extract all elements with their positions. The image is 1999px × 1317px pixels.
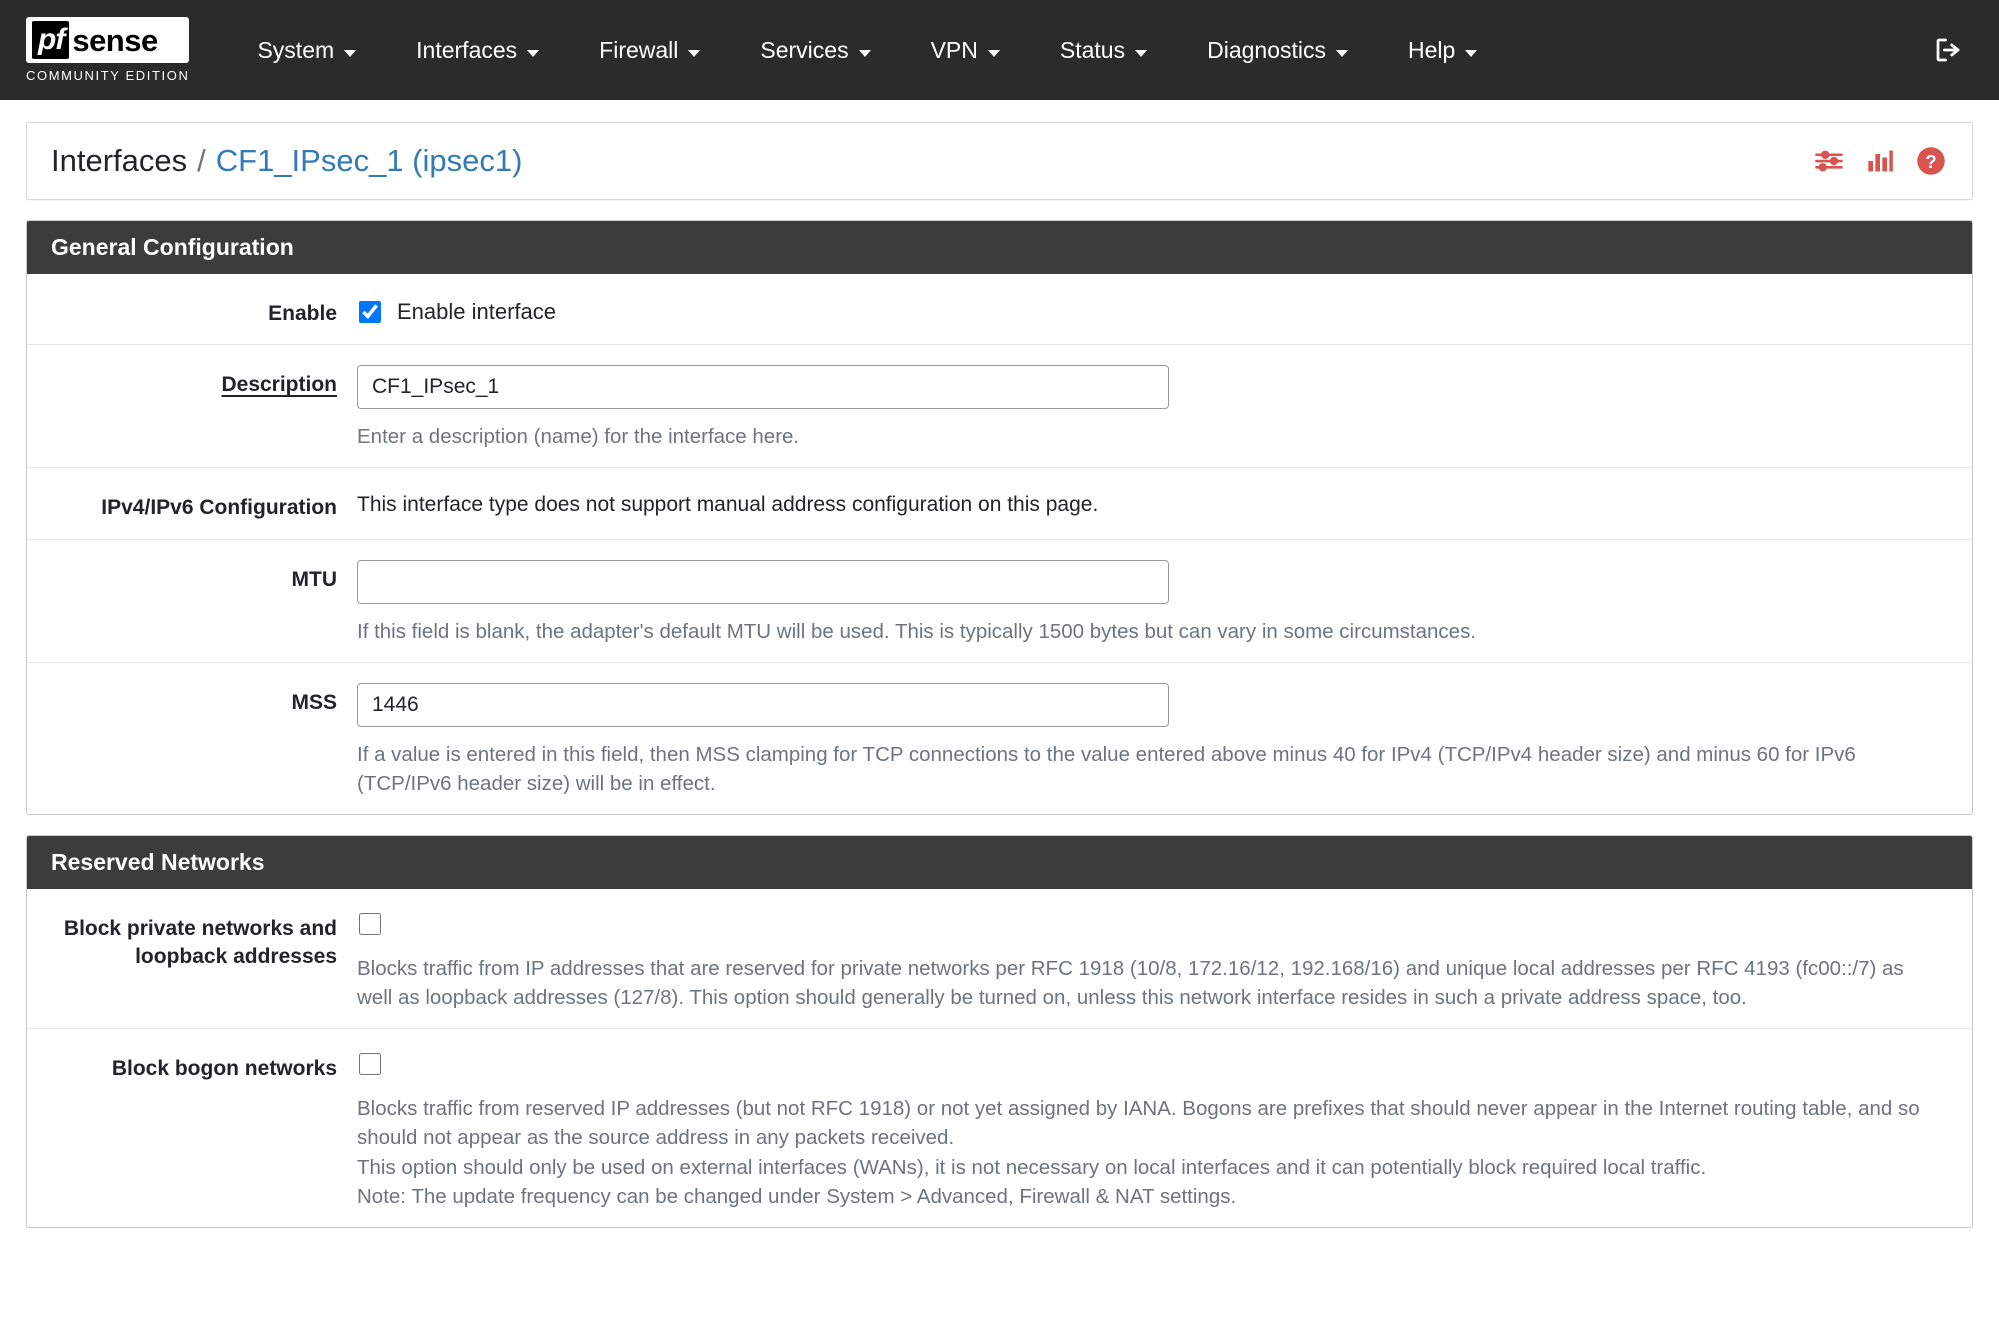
nav-menu bbox=[227, 0, 1933, 100]
nav-item-vpn[interactable] bbox=[901, 0, 1030, 100]
form-row-mss bbox=[27, 663, 1972, 814]
field-mss bbox=[357, 681, 1972, 798]
chevron-down-icon bbox=[527, 50, 539, 57]
label-mss: MSS bbox=[291, 690, 337, 714]
header-icon-group bbox=[1814, 146, 1946, 176]
mss-input[interactable] bbox=[357, 683, 1169, 727]
nav-item-label: Interfaces bbox=[416, 36, 518, 63]
breadcrumb-current[interactable]: CF1_IPsec_1 (ipsec1) bbox=[215, 143, 523, 178]
mtu-input[interactable] bbox=[357, 560, 1169, 604]
nav-item-system[interactable] bbox=[227, 0, 386, 100]
enable-interface-checkline bbox=[357, 292, 1942, 328]
nav-item-label: Status bbox=[1059, 36, 1126, 63]
logout-icon[interactable] bbox=[1933, 35, 1977, 65]
block-bogon-networks-checkbox[interactable] bbox=[359, 1053, 381, 1075]
form-row-block-bogon bbox=[27, 1029, 1972, 1226]
brand-subtitle: COMMUNITY EDITION bbox=[26, 68, 190, 83]
chevron-down-icon bbox=[1336, 50, 1348, 57]
description-help: Enter a description (name) for the interface here. bbox=[357, 425, 800, 449]
nav-item-label: Help bbox=[1408, 36, 1456, 63]
description-input[interactable] bbox=[357, 365, 1169, 409]
chevron-down-icon bbox=[344, 50, 356, 57]
label-enable: Enable bbox=[268, 302, 337, 325]
reserved-networks-panel bbox=[26, 835, 1973, 1228]
brand-pf-text: pf bbox=[32, 21, 69, 59]
block-private-networks-help: Blocks traffic from IP addresses that are reserved for private networks per RFC 1918 (10/8, 172.16/12, 192.168/16) and unique local addresses per RFC 4193 (fc00::/7) as well as loopback addresses (127/8). This option should generally be turned on, unless this network interface resides in such a private address space, too. bbox=[357, 957, 1904, 1010]
chevron-down-icon bbox=[1135, 50, 1147, 57]
field-mtu bbox=[357, 558, 1972, 646]
breadcrumb-section: Interfaces bbox=[51, 143, 188, 178]
nav-item-help[interactable] bbox=[1378, 0, 1507, 100]
mtu-help: If this field is blank, the adapter's default MTU will be used. This is typically 1500 bytes but can vary in some circumstances. bbox=[357, 619, 1477, 643]
label-block-private-networks: Block private networks and loopback addresses bbox=[63, 917, 337, 969]
form-row-block-private bbox=[27, 889, 1972, 1029]
field-enable bbox=[357, 292, 1972, 328]
nav-item-status[interactable] bbox=[1030, 0, 1177, 100]
label-ip-configuration: IPv4/IPv6 Configuration bbox=[101, 496, 337, 520]
enable-interface-checkbox[interactable] bbox=[359, 301, 381, 323]
breadcrumb-separator: / bbox=[197, 143, 206, 178]
nav-item-label: System bbox=[257, 36, 335, 63]
nav-item-diagnostics[interactable] bbox=[1177, 0, 1378, 100]
form-row-enable bbox=[27, 274, 1972, 345]
panel-heading-general: General Configuration bbox=[27, 221, 1972, 274]
breadcrumb bbox=[51, 143, 1814, 179]
top-navbar bbox=[0, 0, 1999, 100]
label-mtu: MTU bbox=[291, 567, 337, 591]
help-circle-icon[interactable] bbox=[1916, 146, 1946, 176]
field-block-private-networks bbox=[357, 907, 1972, 1012]
label-description: Description bbox=[221, 373, 337, 397]
block-bogon-help-line-2: This option should only be used on external interfaces (WANs), it is not necessary on local interfaces and it can potentially block required local traffic. bbox=[357, 1155, 1707, 1179]
chevron-down-icon bbox=[859, 50, 871, 57]
block-bogon-help-line-1: Blocks traffic from reserved IP addresses (but not RFC 1918) or not yet assigned by IANA. Bogons are prefixes that should never appear in the Internet routing table, and so should not appear as the source address in any packets received. bbox=[357, 1097, 1920, 1150]
brand-sense-text: sense bbox=[72, 22, 158, 58]
block-bogon-help-line-3: Note: The update frequency can be changed under System > Advanced, Firewall & NAT settings. bbox=[357, 1184, 1237, 1208]
sliders-icon[interactable] bbox=[1814, 146, 1844, 176]
chart-bar-icon[interactable] bbox=[1866, 147, 1894, 175]
page-header bbox=[26, 122, 1973, 200]
label-block-bogon-networks: Block bogon networks bbox=[111, 1057, 337, 1081]
form-row-mtu bbox=[27, 540, 1972, 663]
ip-configuration-text: This interface type does not support manual address configuration on this page. bbox=[357, 493, 1099, 517]
nav-item-services[interactable] bbox=[730, 0, 900, 100]
chevron-down-icon bbox=[988, 50, 1000, 57]
nav-item-interfaces[interactable] bbox=[386, 0, 569, 100]
nav-item-label: Firewall bbox=[599, 36, 679, 63]
form-row-description bbox=[27, 345, 1972, 468]
svg-text:?: ? bbox=[1925, 150, 1937, 172]
block-private-networks-checkbox[interactable] bbox=[359, 913, 381, 935]
panel-heading-reserved: Reserved Networks bbox=[27, 836, 1972, 889]
block-bogon-networks-help bbox=[357, 1094, 1942, 1210]
field-ip-configuration bbox=[357, 486, 1972, 522]
brand-logo[interactable] bbox=[26, 17, 189, 83]
general-configuration-panel bbox=[26, 220, 1973, 815]
nav-item-label: Services bbox=[760, 36, 849, 63]
nav-item-label: VPN bbox=[930, 36, 978, 63]
chevron-down-icon bbox=[1465, 50, 1477, 57]
field-description bbox=[357, 363, 1972, 451]
chevron-down-icon bbox=[688, 50, 700, 57]
brand-logo-box bbox=[26, 17, 189, 63]
nav-item-label: Diagnostics bbox=[1207, 36, 1326, 63]
field-block-bogon-networks bbox=[357, 1047, 1972, 1210]
enable-interface-label: Enable interface bbox=[397, 299, 556, 324]
form-row-ip-configuration bbox=[27, 468, 1972, 539]
nav-item-firewall[interactable] bbox=[569, 0, 730, 100]
mss-help: If a value is entered in this field, then MSS clamping for TCP connections to the value entered above minus 40 for IPv4 (TCP/IPv4 header size) and minus 60 for IPv6 (TCP/IPv6 header size) will be in effect. bbox=[357, 742, 1856, 796]
